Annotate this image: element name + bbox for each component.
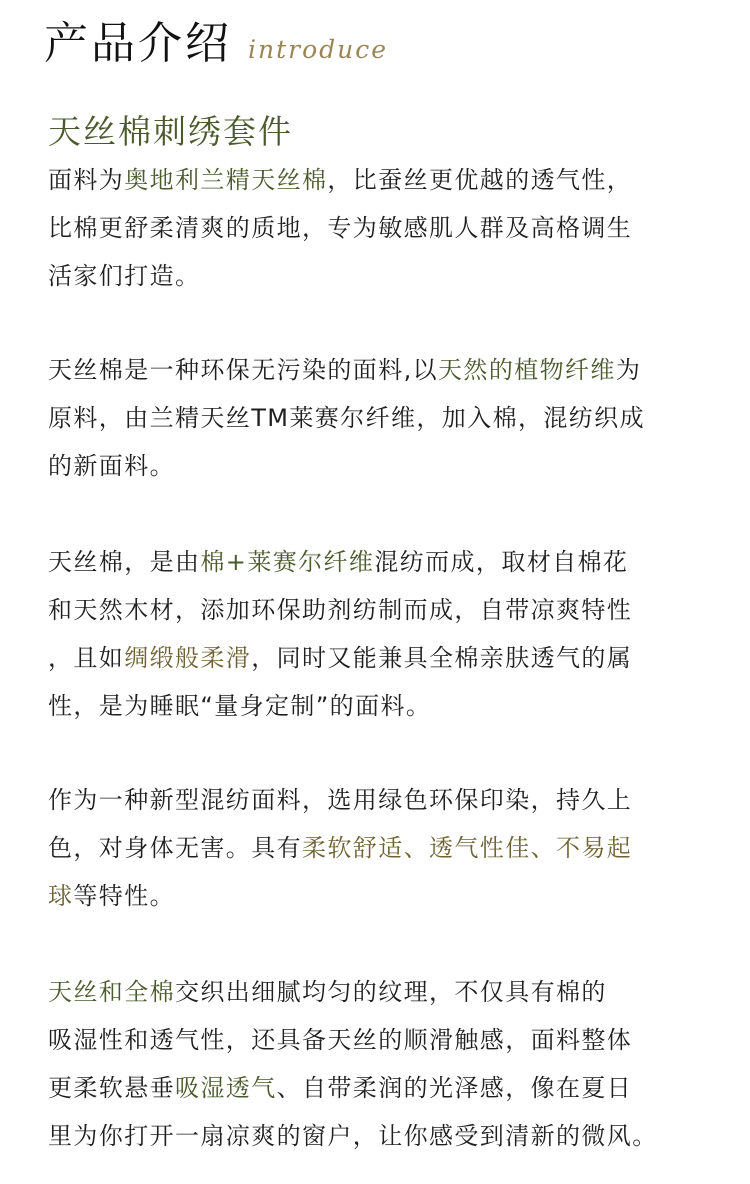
- body-text: 交织出细腻均匀的纹理，不仅具有棉的: [175, 978, 607, 1006]
- paragraph-3: [48, 538, 728, 730]
- body-text: 和天然木材，添加环保助剂纺制而成，自带凉爽特性: [48, 596, 633, 624]
- body-text: 混纺而成，取材自棉花: [374, 548, 629, 576]
- text-line: [48, 442, 728, 490]
- text-line: [48, 1064, 728, 1112]
- body-text: 更柔软悬垂: [48, 1074, 175, 1102]
- text-line: [48, 1016, 728, 1064]
- highlight-text: 绸缎般柔滑: [124, 644, 252, 672]
- body-text: ，同时又能兼具全棉亲肤透气的属: [251, 644, 633, 672]
- body-text: 活家们打造。: [48, 262, 201, 290]
- text-line: [48, 634, 728, 682]
- header-subtitle: introduce: [248, 35, 389, 64]
- text-line: [48, 1112, 728, 1160]
- body-text: ，且如: [48, 644, 125, 672]
- body-text: 等特性。: [73, 882, 176, 910]
- text-line: [48, 776, 728, 824]
- text-line: [48, 204, 728, 252]
- highlight-text: 吸湿透气: [175, 1074, 277, 1102]
- text-line: [48, 824, 728, 872]
- paragraph-2: [48, 346, 728, 490]
- body-text: 、自带柔润的光泽感，像在夏日: [276, 1074, 633, 1102]
- paragraph-4: [48, 776, 728, 920]
- text-line: [48, 968, 728, 1016]
- highlight-text: 棉+莱赛尔纤维: [200, 548, 375, 576]
- body-text: 天丝棉是一种环保无污染的面料,以: [48, 356, 439, 384]
- header-title: 产品介绍: [44, 18, 232, 69]
- text-line: [48, 394, 728, 442]
- text-line: [48, 252, 728, 300]
- text-line: [48, 538, 728, 586]
- body-text: 面料为: [48, 166, 125, 194]
- text-line: [48, 682, 728, 730]
- body-text: 性，是为睡眠“量身定制”的面料。: [48, 692, 432, 720]
- body-text: 的新面料。: [48, 452, 175, 480]
- paragraph-5: [48, 968, 728, 1160]
- text-line: [48, 586, 728, 634]
- body-text: 吸湿性和透气性，还具备天丝的顺滑触感，面料整体: [48, 1026, 633, 1054]
- body-text: 里为你打开一扇凉爽的窗户，让你感受到清新的微风。: [48, 1122, 658, 1150]
- body-text: 原料，由兰精天丝TM莱赛尔纤维，加入棉，混纺织成: [48, 404, 645, 432]
- body-text: 天丝棉，是由: [48, 548, 201, 576]
- body-text: 色，对身体无害。具有: [48, 834, 302, 862]
- body-text: 比棉更舒柔清爽的质地，专为敏感肌人群及高格调生: [48, 214, 633, 242]
- section-header: [44, 14, 388, 74]
- highlight-text: 奥地利兰精天丝棉: [124, 166, 328, 194]
- highlight-text: 柔软舒适、透气性佳、不易起: [302, 834, 633, 862]
- highlight-text: 天丝和全棉: [48, 978, 175, 1006]
- body-text: ，比蚕丝更优越的透气性，: [327, 166, 633, 194]
- product-title: 天丝棉刺绣套件: [48, 112, 293, 151]
- paragraph-1: [48, 156, 728, 300]
- body-text: 为: [615, 356, 642, 384]
- text-line: [48, 872, 728, 920]
- highlight-text: 天然的植物纤维: [438, 356, 616, 384]
- text-line: [48, 346, 728, 394]
- text-line: [48, 156, 728, 204]
- body-text: 作为一种新型混纺面料，选用绿色环保印染，持久上: [48, 786, 633, 814]
- highlight-text: 球: [48, 882, 74, 910]
